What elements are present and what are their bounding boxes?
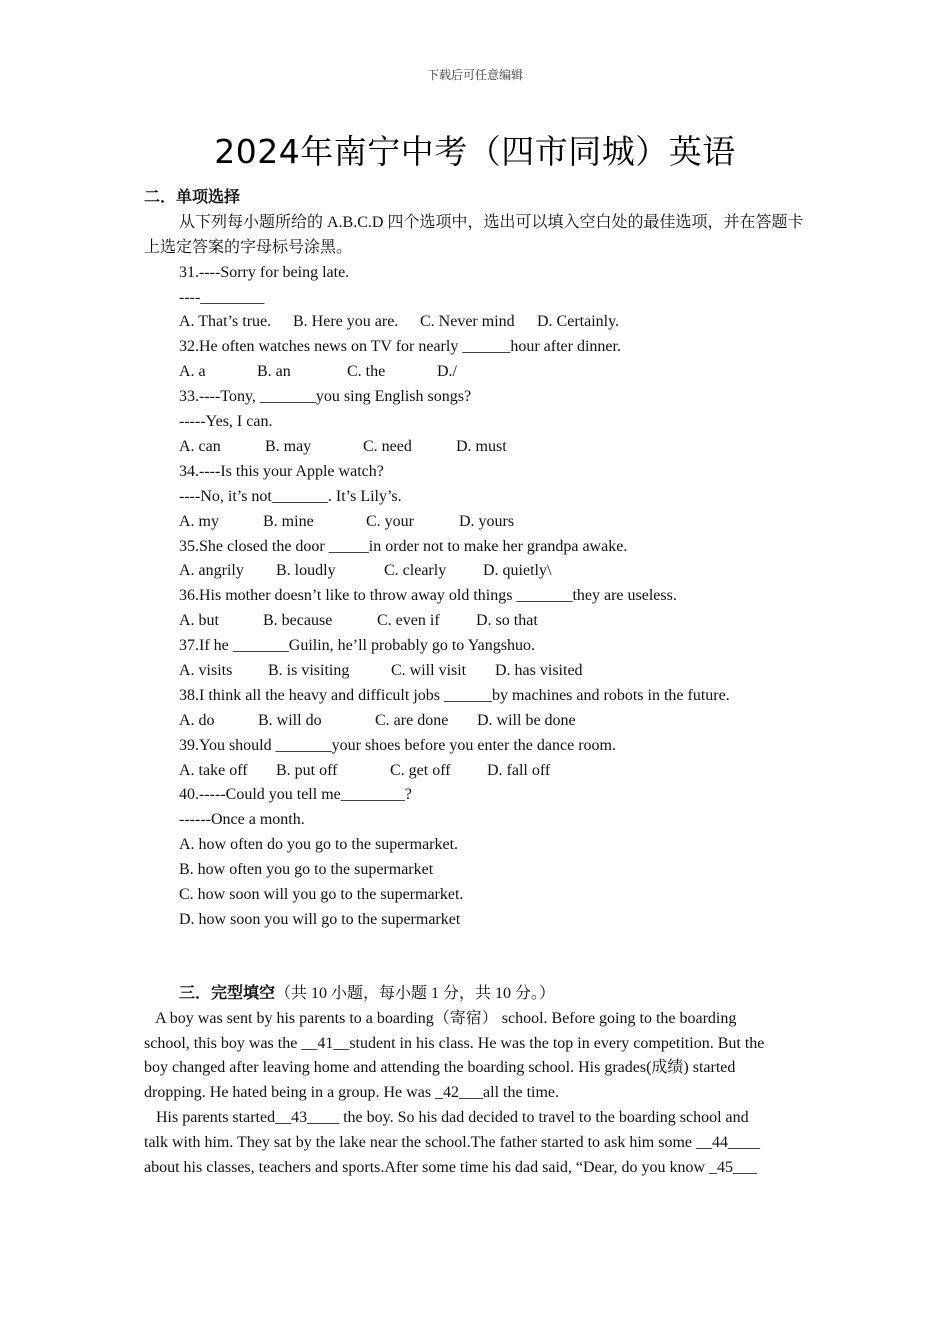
option-d: D. will be done <box>477 711 576 729</box>
option-b: B. put off <box>276 761 338 779</box>
question-stem: ----No, it’s not_______. It’s Lily’s. <box>179 487 402 505</box>
question-stem: 37.If he _______Guilin, he’ll probably go to Yangshuo. <box>179 637 535 655</box>
question-options <box>144 510 808 535</box>
question-stem: 39.You should _______your shoes before you enter the dance room. <box>179 736 616 754</box>
option-c: C. clearly <box>384 562 447 580</box>
option-d: D. so that <box>476 612 538 630</box>
question-stem: 40.-----Could you tell me________? <box>179 786 412 804</box>
option-a: A. how often do you go to the supermarket. <box>179 836 459 854</box>
document-body <box>144 186 808 1181</box>
option-d: D. yours <box>459 512 515 530</box>
question-item <box>144 261 808 336</box>
question-stem: ------Once a month. <box>179 811 305 829</box>
option-b: B. mine <box>263 512 314 530</box>
question-stem: 33.----Tony, _______you sing English songs? <box>179 388 472 406</box>
question-item <box>144 385 808 460</box>
option-a: A. do <box>179 711 215 729</box>
option-b: B. how often you go to the supermarket <box>179 861 434 879</box>
option-c: C. need <box>363 437 412 455</box>
option-d: D. has visited <box>495 661 583 679</box>
option-d: D. quietly\ <box>483 562 552 580</box>
option-b: B. loudly <box>276 562 336 580</box>
option-d: D./ <box>437 363 457 381</box>
question-item <box>144 535 808 585</box>
option-d: D. must <box>456 437 507 455</box>
question-item <box>144 734 808 784</box>
option-b: B. because <box>263 612 333 630</box>
question-item <box>144 783 808 932</box>
option-a: A. a <box>179 363 206 381</box>
passage-line: boy changed after leaving home and attending the boarding school. His grades(成绩) started <box>144 1059 736 1077</box>
question-options <box>144 659 808 684</box>
question-item <box>144 584 808 634</box>
question-stem: 31.----Sorry for being late. <box>179 263 350 281</box>
passage-line: about his classes, teachers and sports.After some time his dad said, “Dear, do you know _45___ <box>144 1158 757 1176</box>
option-c: C. are done <box>375 711 449 729</box>
section3-heading-line <box>144 982 808 1007</box>
option-c: C. how soon will you go to the supermarket. <box>179 885 464 903</box>
question-stem: 34.----Is this your Apple watch? <box>179 462 384 480</box>
question-options <box>144 709 808 734</box>
question-list <box>144 261 808 933</box>
cloze-passage <box>144 1007 808 1181</box>
option-c: C. the <box>347 363 386 381</box>
option-a: A. visits <box>179 661 233 679</box>
option-a: A. That’s true. <box>179 313 272 331</box>
option-b: B. an <box>257 363 291 381</box>
option-c: C. Never mind <box>420 313 515 331</box>
question-options <box>144 360 808 385</box>
question-stem: 36.His mother doesn’t like to throw away old things _______they are useless. <box>179 587 677 605</box>
option-c: C. will visit <box>391 661 467 679</box>
question-options <box>144 759 808 784</box>
section3-heading-note: （共 10 小题，每小题 1 分，共 10 分。） <box>275 984 556 1002</box>
option-c: C. even if <box>377 612 440 630</box>
header-note: 下载后可任意编辑 <box>426 68 523 82</box>
question-stem: 35.She closed the door _____in order not to make her grandpa awake. <box>179 537 628 555</box>
option-a: A. angrily <box>179 562 244 580</box>
option-a: A. but <box>179 612 219 630</box>
question-item <box>144 684 808 734</box>
section2-heading: 二．单项选择 <box>144 189 241 206</box>
option-b: B. Here you are. <box>293 313 399 331</box>
passage-line: dropping. He hated being in a group. He was _42___all the time. <box>144 1084 560 1102</box>
option-a: A. take off <box>179 761 248 779</box>
option-b: B. may <box>265 437 312 455</box>
passage-line: school, this boy was the __41__student in his class. He was the top in every competition. But the <box>144 1034 765 1052</box>
question-stem: -----Yes, I can. <box>179 413 273 431</box>
option-c: C. your <box>366 512 414 530</box>
passage-line: talk with him. They sat by the lake near the school.The father started to ask him some __44____ <box>144 1134 760 1152</box>
option-a: A. can <box>179 437 221 455</box>
section2-instructions: 从下列每小题所给的 A.B.C.D 四个选项中，选出可以填入空白处的最佳选项，并在答题卡上选定答案的字母标号涂黑。 <box>144 213 804 256</box>
page-title: 2024年南宁中考（四市同城）英语 <box>214 132 736 171</box>
option-a: A. my <box>179 512 219 530</box>
option-b: B. will do <box>258 711 322 729</box>
option-c: C. get off <box>390 761 451 779</box>
question-options <box>144 559 808 584</box>
section3-heading: 三．完型填空 <box>179 984 276 1002</box>
question-options <box>144 609 808 634</box>
option-b: B. is visiting <box>268 661 350 679</box>
passage-line: A boy was sent by his parents to a boarding（寄宿） school. Before going to the boarding <box>144 1009 737 1027</box>
option-d: D. fall off <box>487 761 551 779</box>
option-d: D. Certainly. <box>537 313 620 331</box>
question-options <box>144 435 808 460</box>
question-stem: 38.I think all the heavy and difficult jobs ______by machines and robots in the future. <box>179 686 730 704</box>
question-item <box>144 335 808 385</box>
question-item <box>144 634 808 684</box>
question-item <box>144 460 808 535</box>
question-options <box>144 310 808 335</box>
question-stem: ----________ <box>179 288 265 306</box>
option-d: D. how soon you will go to the supermarket <box>179 910 461 928</box>
question-stem: 32.He often watches news on TV for nearly ______hour after dinner. <box>179 338 621 356</box>
passage-line: His parents started__43____ the boy. So his dad decided to travel to the boarding school and <box>144 1109 749 1127</box>
